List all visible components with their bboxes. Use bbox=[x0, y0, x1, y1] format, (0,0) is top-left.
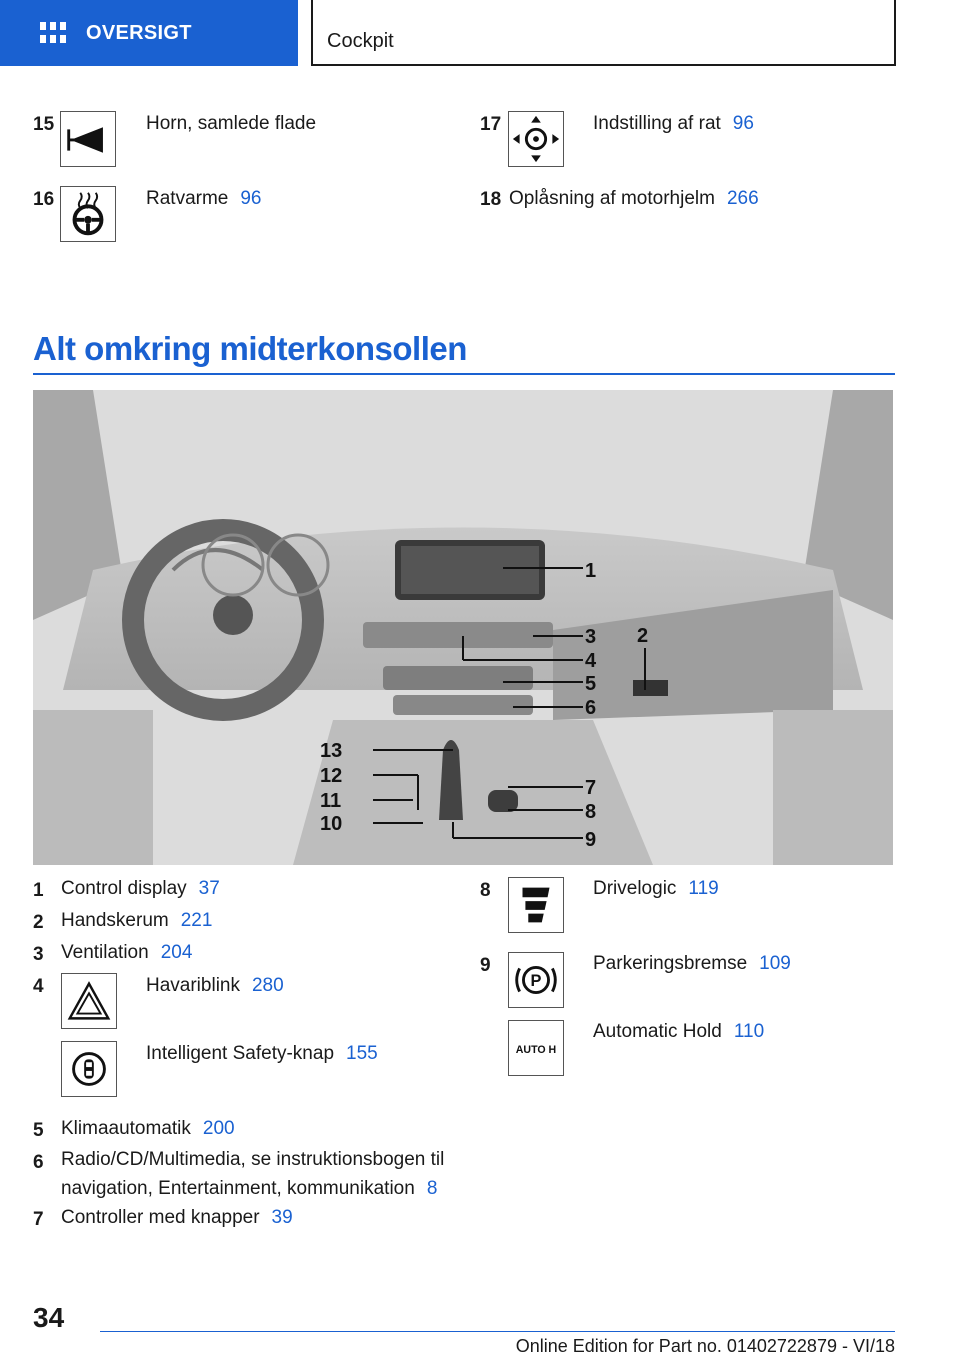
callout-4: 4 bbox=[585, 650, 597, 672]
chapter-title: Cockpit bbox=[327, 30, 394, 52]
item-text: Intelligent Safety-knap 155 bbox=[146, 1043, 378, 1064]
parking-brake-icon bbox=[508, 952, 564, 1008]
page-reference-link[interactable]: 37 bbox=[198, 878, 220, 899]
heading-divider bbox=[33, 373, 895, 375]
page-reference-link[interactable]: 266 bbox=[726, 188, 759, 209]
item-number: 15 bbox=[33, 114, 55, 135]
page-reference-link[interactable]: 96 bbox=[732, 113, 754, 134]
callout-2: 2 bbox=[637, 625, 649, 647]
item-number: 8 bbox=[480, 880, 491, 901]
page-reference-link[interactable]: 280 bbox=[251, 975, 284, 996]
footer-edition: Online Edition for Part no. 01402722879 - VI/18 bbox=[515, 1336, 895, 1356]
item-text: Drivelogic 119 bbox=[593, 878, 719, 899]
section-tab[interactable] bbox=[0, 0, 298, 66]
hazard-warning-icon bbox=[61, 973, 117, 1029]
footer-divider bbox=[100, 1331, 895, 1332]
page-reference-link[interactable]: 8 bbox=[426, 1178, 438, 1199]
item-number: 3 bbox=[33, 944, 44, 965]
page-reference-link[interactable]: 110 bbox=[733, 1021, 765, 1042]
section-title: OVERSIGT bbox=[86, 21, 192, 44]
callout-11: 11 bbox=[320, 790, 342, 812]
item-text: Klimaautomatik 200 bbox=[61, 1118, 235, 1139]
page-reference-link[interactable]: 109 bbox=[759, 953, 791, 974]
chapter-header bbox=[311, 0, 896, 66]
item-text: Havariblink 280 bbox=[146, 975, 284, 996]
callout-6: 6 bbox=[585, 697, 597, 719]
item-number: 18 bbox=[480, 189, 502, 210]
item-text: Indstilling af rat 96 bbox=[593, 113, 754, 134]
page-number: 34 bbox=[33, 1302, 65, 1333]
item-text: Control display 37 bbox=[61, 878, 220, 899]
callout-1: 1 bbox=[585, 560, 597, 582]
callout-7: 7 bbox=[585, 777, 597, 799]
page-reference-link[interactable]: 96 bbox=[240, 188, 262, 209]
item-number: 7 bbox=[33, 1209, 44, 1230]
horn-icon bbox=[60, 111, 116, 167]
page-reference-link[interactable]: 204 bbox=[160, 942, 193, 963]
page-reference-link[interactable]: 39 bbox=[271, 1207, 293, 1228]
item-number: 16 bbox=[33, 189, 55, 210]
callout-5: 5 bbox=[585, 673, 597, 695]
item-text: Horn, samlede flade bbox=[146, 113, 317, 134]
callout-8: 8 bbox=[585, 801, 597, 823]
item-number: 9 bbox=[480, 955, 491, 976]
grid-menu-icon bbox=[40, 22, 66, 44]
section-heading: Alt omkring midterkonsollen bbox=[33, 330, 467, 367]
item-text: Parkeringsbremse 109 bbox=[593, 953, 791, 974]
page-reference-link[interactable]: 200 bbox=[202, 1118, 235, 1139]
item-text: Radio/CD/Multimedia, se instruktionsbogen til navigation, Entertainment, kommunikation 8 bbox=[61, 1149, 445, 1199]
callout-3: 3 bbox=[585, 626, 597, 648]
page-reference-link[interactable]: 221 bbox=[180, 910, 213, 931]
item-text: Ventilation 204 bbox=[61, 942, 193, 963]
item-number: 5 bbox=[33, 1120, 44, 1141]
page-reference-link[interactable]: 119 bbox=[688, 878, 719, 899]
intelligent-safety-icon bbox=[61, 1041, 117, 1097]
item-number: 17 bbox=[480, 114, 502, 135]
item-number: 4 bbox=[33, 976, 44, 997]
callout-12: 12 bbox=[320, 765, 343, 787]
drivelogic-icon bbox=[508, 877, 564, 933]
auto-hold-label: AUTO H bbox=[515, 1043, 557, 1056]
page-reference-link[interactable]: 155 bbox=[346, 1043, 378, 1064]
item-text: Ratvarme 96 bbox=[146, 188, 262, 209]
steering-wheel-adjust-icon bbox=[508, 111, 564, 167]
center-console-photo bbox=[33, 390, 893, 865]
item-text: Controller med knapper 39 bbox=[61, 1207, 293, 1228]
callout-13: 13 bbox=[320, 740, 343, 762]
item-number: 6 bbox=[33, 1152, 44, 1173]
auto-hold-icon bbox=[508, 1020, 564, 1076]
item-text: Automatic Hold 110 bbox=[593, 1021, 765, 1042]
steering-wheel-heating-icon bbox=[60, 186, 116, 242]
item-number: 1 bbox=[33, 880, 44, 901]
item-text: Handskerum 221 bbox=[61, 910, 213, 931]
item-number: 2 bbox=[33, 912, 44, 933]
callout-9: 9 bbox=[585, 829, 597, 851]
callout-10: 10 bbox=[320, 813, 343, 835]
svg-text:P: P bbox=[530, 971, 542, 990]
item-text: Oplåsning af motorhjelm 266 bbox=[509, 188, 759, 209]
